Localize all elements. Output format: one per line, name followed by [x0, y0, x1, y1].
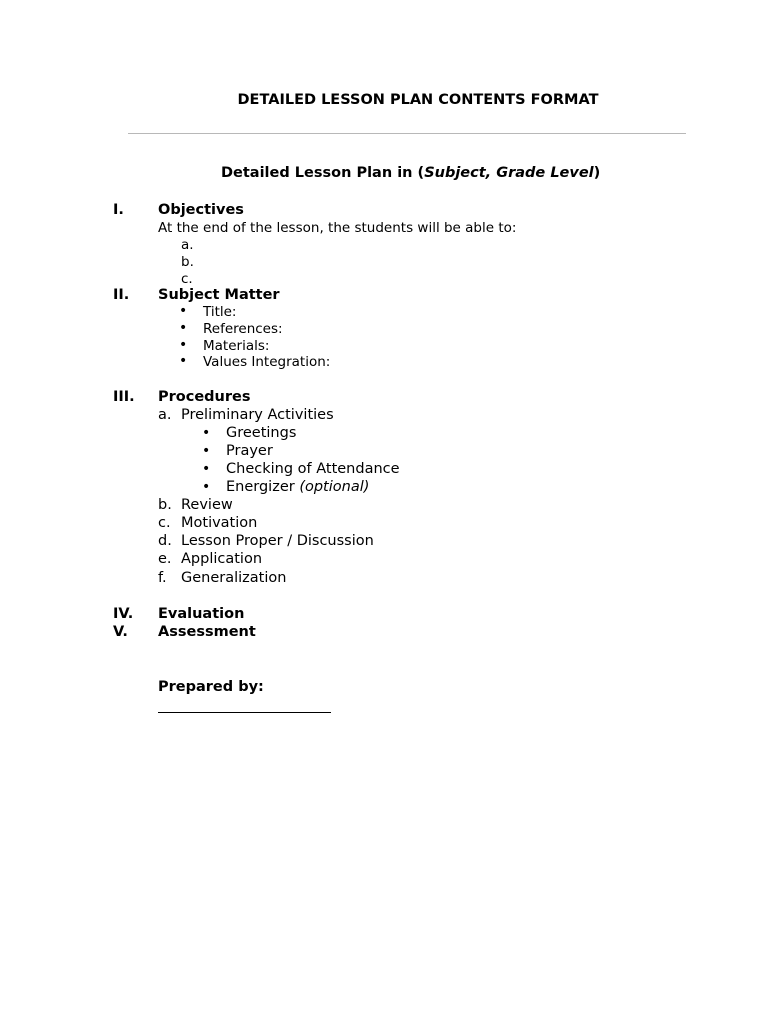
section-numeral-evaluation: IV. [113, 606, 134, 622]
preliminary-energizer [226, 479, 369, 495]
procedure-generalization: Generalization [181, 570, 287, 586]
procedure-lesson-proper: Lesson Proper / Discussion [181, 533, 374, 549]
section-heading-procedures: Procedures [158, 389, 251, 405]
energizer-label: Energizer [226, 479, 300, 495]
bullet-icon: • [179, 337, 188, 353]
document-title: DETAILED LESSON PLAN CONTENTS FORMAT [237, 92, 599, 108]
procedure-letter-e: e. [158, 551, 172, 567]
procedure-letter-d: d. [158, 533, 172, 549]
bullet-icon: • [179, 353, 188, 369]
energizer-optional-note: (optional) [299, 479, 370, 495]
procedure-letter-a: a. [158, 407, 172, 423]
subject-matter-references: References: [203, 321, 283, 337]
procedure-review: Review [181, 497, 233, 513]
subject-matter-materials: Materials: [203, 338, 270, 354]
bullet-icon: • [202, 425, 211, 441]
bullet-icon: • [202, 479, 211, 495]
lesson-plan-heading-placeholder: Subject, Grade Level [424, 165, 594, 181]
prepared-by-label: Prepared by: [158, 679, 264, 695]
lesson-plan-heading-prefix: Detailed Lesson Plan in ( [221, 165, 425, 181]
section-numeral-subject-matter: II. [113, 287, 130, 303]
preliminary-prayer: Prayer [226, 443, 273, 459]
procedure-motivation: Motivation [181, 515, 258, 531]
bullet-icon: • [179, 303, 188, 319]
section-heading-objectives: Objectives [158, 202, 244, 218]
preliminary-greetings: Greetings [226, 425, 297, 441]
procedure-application: Application [181, 551, 263, 567]
section-numeral-assessment: V. [113, 624, 128, 640]
procedure-letter-f: f. [158, 570, 167, 586]
lesson-plan-heading [221, 165, 600, 181]
procedure-preliminary-activities: Preliminary Activities [181, 407, 334, 423]
objective-item-b: b. [181, 254, 194, 270]
subject-matter-values-integration: Values Integration: [203, 354, 331, 370]
lesson-plan-heading-suffix: ) [593, 165, 601, 181]
section-numeral-objectives: I. [113, 202, 124, 218]
objectives-intro: At the end of the lesson, the students will be able to: [158, 220, 517, 236]
bullet-icon: • [202, 443, 211, 459]
objective-item-c: c. [181, 271, 193, 287]
procedure-letter-b: b. [158, 497, 172, 513]
subject-matter-title: Title: [203, 304, 237, 320]
procedure-letter-c: c. [158, 515, 171, 531]
section-heading-evaluation: Evaluation [158, 606, 245, 622]
horizontal-divider [128, 133, 686, 134]
section-numeral-procedures: III. [113, 389, 135, 405]
section-heading-subject-matter: Subject Matter [158, 287, 280, 303]
preliminary-checking-attendance: Checking of Attendance [226, 461, 400, 477]
signature-blank-line [158, 712, 331, 713]
bullet-icon: • [202, 461, 211, 477]
bullet-icon: • [179, 320, 188, 336]
section-heading-assessment: Assessment [158, 624, 256, 640]
objective-item-a: a. [181, 237, 194, 253]
